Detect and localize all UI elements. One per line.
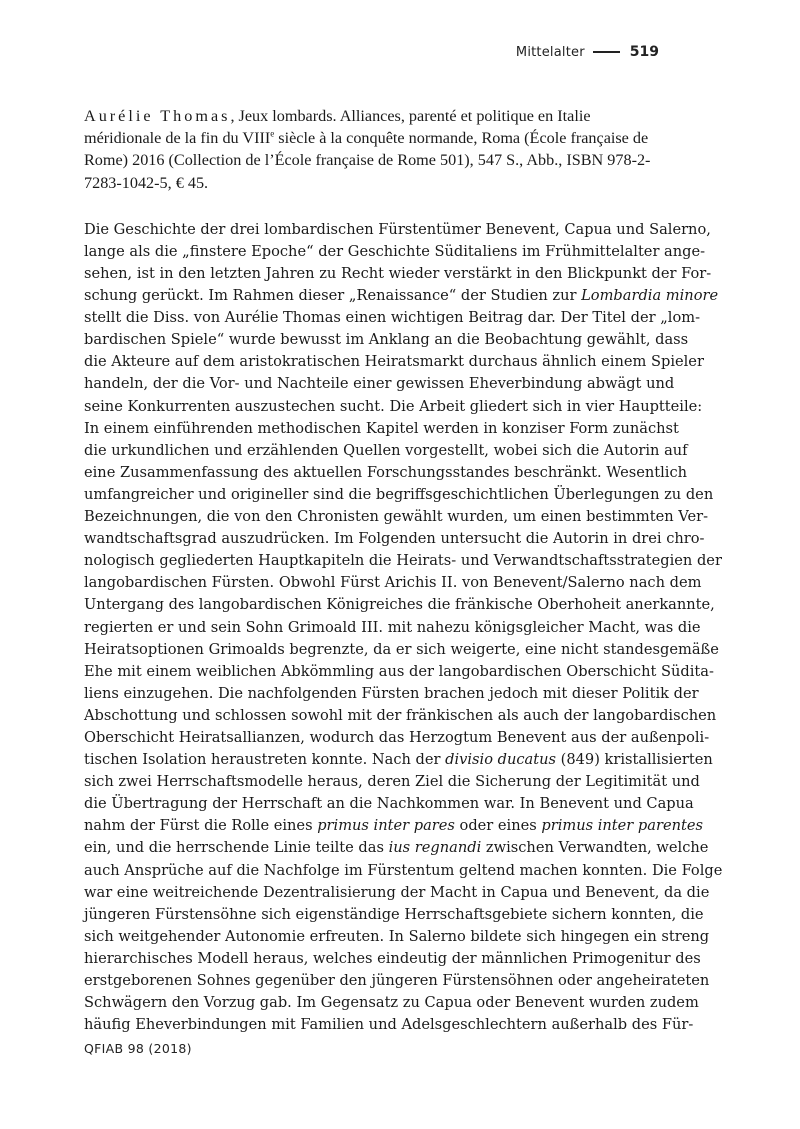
journal-footer: QFIAB 98 (2018) <box>84 1041 192 1056</box>
review-line: häufig Eheverbindungen mit Familien und Adelsgeschlechtern außerhalb des Für- <box>84 1016 694 1034</box>
review-line: Die Geschichte der drei lombardischen Fürstentümer Benevent, Capua und Salerno, <box>84 220 711 238</box>
section-title: Mittelalter <box>515 44 585 60</box>
review-line: die Akteure auf dem aristokratischen Heiratsmarkt durchaus ähnlich einem Spieler <box>84 353 704 371</box>
review-line: sich zwei Herrschaftsmodelle heraus, deren Ziel die Sicherung der Legitimität und <box>84 773 700 791</box>
review-line: die Übertragung der Herrschaft an die Nachkommen war. In Benevent und Capua <box>84 795 694 813</box>
review-line: lange als die „finstere Epoche“ der Geschichte Süditaliens im Frühmittelalter ange- <box>84 242 706 260</box>
review-line: sich weitgehender Autonomie erfreuten. In Salerno bildete sich hingegen ein streng <box>84 927 710 945</box>
review-line: Bezeichnungen, die von den Chronisten gewählt wurden, um einen bestimmten Ver- <box>84 508 709 526</box>
review-line: umfangreicher und origineller sind die begriffsgeschichtlichen Überlegungen zu den <box>84 485 714 503</box>
review-line: seine Konkurrenten auszustechen sucht. Die Arbeit gliedert sich in vier Hauptteile: <box>84 397 703 415</box>
review-line: liens einzugehen. Die nachfolgenden Fürsten brachen jedoch mit dieser Politik der <box>84 684 699 702</box>
review-line: In einem einführenden methodischen Kapitel werden in konziser Form zunächst <box>84 419 679 437</box>
review-line: auch Ansprüche auf die Nachfolge im Fürstentum geltend machen konnten. Die Folge <box>84 861 723 879</box>
review-line: stellt die Diss. von Aurélie Thomas einen wichtigen Beitrag dar. Der Titel der „lom- <box>84 309 700 327</box>
header-rule <box>593 51 620 53</box>
page-number: 519 <box>629 44 659 60</box>
review-line: Ehe mit einem weiblichen Abkömmling aus der langobardischen Oberschicht Südita- <box>84 662 714 680</box>
review-line: nahm der Fürst die Rolle eines primus inter pares oder eines primus inter parentes <box>84 817 703 835</box>
review-line: Untergang des langobardischen Königreiches die fränkische Oberhoheit anerkannte, <box>84 596 715 614</box>
reference-title-part2: siècle à la conquête normande, Roma (École française de Rome) 2016 (Collection de l’École française de Rome 501), 547 S., Abb., ISBN 978-2-7283-1042-5, € 45. <box>84 129 651 192</box>
review-line: sehen, ist in den letzten Jahren zu Recht wieder verstärkt in den Blickpunkt der For- <box>84 265 712 282</box>
review-line: schung gerückt. Im Rahmen dieser „Renaissance“ der Studien zur Lombardia minore <box>84 287 719 305</box>
page-content <box>84 105 723 1036</box>
review-line: regierten er und sein Sohn Grimoald III. mit nahezu königsgleicher Macht, was die <box>84 618 701 636</box>
review-line: jüngeren Fürstensöhne sich eigenständige Herrschaftsgebiete sichern konnten, die <box>84 905 704 923</box>
review-line: bardischen Spiele“ wurde bewusst im Anklang an die Beobachtung gewählt, dass <box>84 331 689 349</box>
review-line: erstgeborenen Sohnes gegenüber den jüngeren Fürstensöhnen oder angeheirateten <box>84 972 710 989</box>
review-line: die urkundlichen und erzählenden Quellen vorgestellt, wobei sich die Autorin auf <box>84 441 688 459</box>
review-line: Abschottung und schlossen sowohl mit der fränkischen als auch der langobardischen <box>84 706 717 724</box>
reference-author: Aurélie Thomas <box>84 107 231 125</box>
review-line: eine Zusammenfassung des aktuellen Forschungsstandes beschränkt. Wesentlich <box>84 463 688 481</box>
review-line: ein, und die herrschende Linie teilte das ius regnandi zwischen Verwandten, welche <box>84 839 709 857</box>
review-line: Heiratsoptionen Grimoalds begrenzte, da er sich weigerte, eine nicht standesgemäße <box>84 640 719 658</box>
book-reference <box>84 105 660 194</box>
running-head <box>516 44 659 60</box>
review-line: wandtschaftsgrad auszudrücken. Im Folgenden untersucht die Autorin in drei chro- <box>84 530 705 548</box>
review-line: nologisch gegliederten Hauptkapiteln die Heirats- und Verwandtschaftsstrategien der <box>84 552 722 570</box>
reference-title-part1: , Jeux lombards. Alliances, parenté et politique en Italie méridionale de la fin du VIII <box>84 107 591 148</box>
review-body <box>84 219 723 1036</box>
reference-superscript: e <box>270 128 275 139</box>
review-line: handeln, der die Vor- und Nachteile einer gewissen Eheverbindung abwägt und <box>84 375 675 393</box>
review-line: tischen Isolation heraustreten konnte. Nach der divisio ducatus (849) kristallisierten <box>84 751 713 769</box>
review-line: Oberschicht Heiratsallianzen, wodurch das Herzogtum Benevent aus der außenpoli- <box>84 728 710 746</box>
review-line: langobardischen Fürsten. Obwohl Fürst Arichis II. von Benevent/Salerno nach dem <box>84 574 702 592</box>
review-line: Schwägern den Vorzug gab. Im Gegensatz zu Capua oder Benevent wurden zudem <box>84 994 699 1012</box>
review-line: hierarchisches Modell heraus, welches eindeutig der männlichen Primogenitur des <box>84 949 701 967</box>
review-line: war eine weitreichende Dezentralisierung der Macht in Capua und Benevent, da die <box>84 883 710 901</box>
